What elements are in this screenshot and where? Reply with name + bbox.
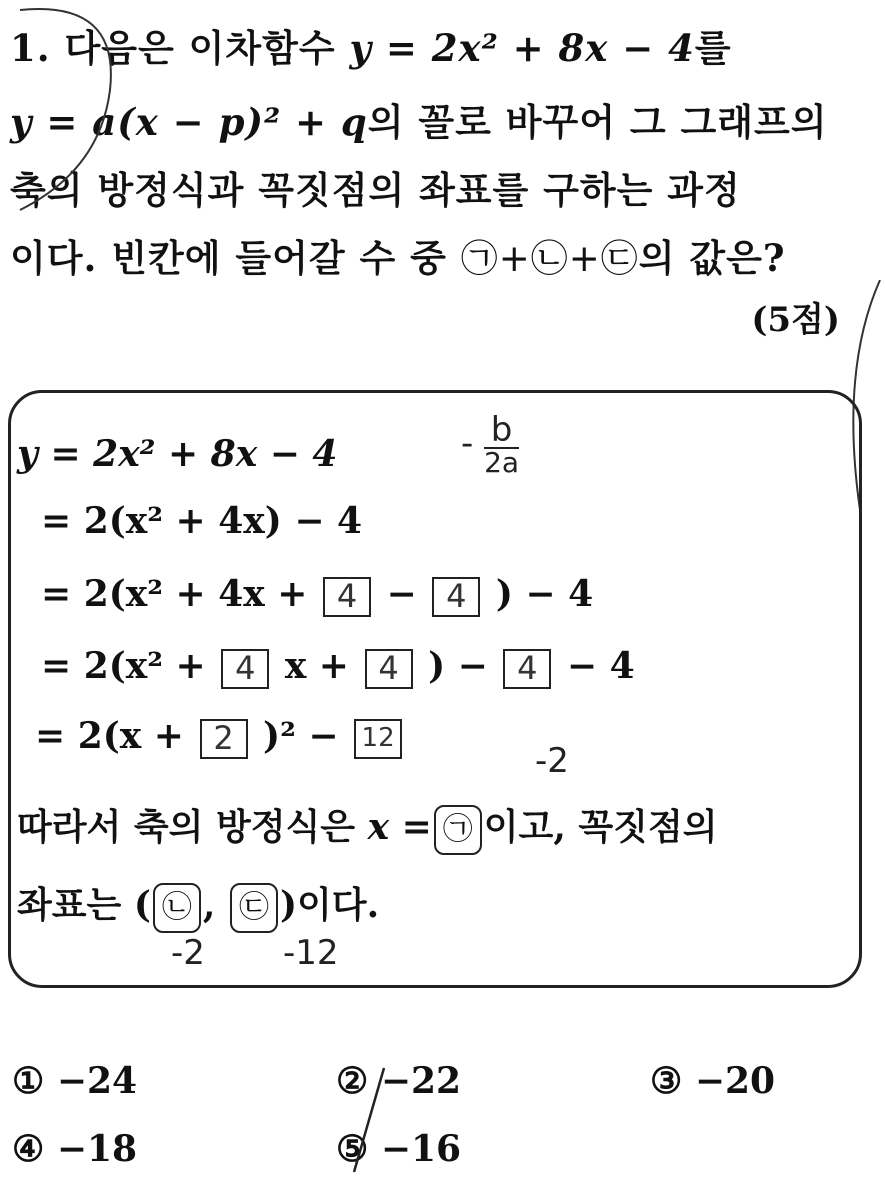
choice-4[interactable]: ④ −18 xyxy=(12,1128,138,1170)
blank-box: 4 xyxy=(221,649,269,689)
vertex-form-expression: y = a(x − p)² + q xyxy=(10,100,368,144)
blank-box: 4 xyxy=(432,577,480,617)
question-number: 1. xyxy=(10,26,51,70)
blank-b-box: ㉡ xyxy=(153,883,201,933)
choice-3[interactable]: ③ −20 xyxy=(650,1060,776,1102)
blank-box: 2 xyxy=(200,719,248,759)
question-line-1: 1. 다음은 이차함수 y = 2x² + 8x − 4를 xyxy=(10,26,732,70)
solution-box xyxy=(8,390,862,988)
pencil-slash-mark xyxy=(336,1060,396,1180)
solution-step-1: y = 2x² + 8x − 4 xyxy=(17,433,338,475)
solution-step-4: = 2(x² + 4 x + 4 ) − 4 − 4 xyxy=(41,645,635,687)
choice-1[interactable]: ① −24 xyxy=(12,1060,138,1102)
conclusion-line-1: 따라서 축의 방정식은 x = ㉠ 이고, 꼭짓점의 xyxy=(17,799,718,855)
solution-step-2: = 2(x² + 4x) − 4 xyxy=(41,500,363,542)
blank-box: 4 xyxy=(323,577,371,617)
question-text: 다음은 이차함수 xyxy=(64,26,336,70)
blank-a-box: ㉠ xyxy=(434,805,482,855)
question-line-2: y = a(x − p)² + q의 꼴로 바꾸어 그 그래프의 xyxy=(10,100,828,144)
note-answer-b: -2 xyxy=(171,933,205,973)
pencil-arc-left xyxy=(0,0,150,240)
blank-box: 4 xyxy=(365,649,413,689)
solution-step-5: = 2(x + 2 )² − 12 xyxy=(35,715,405,759)
note-answer-a: -2 xyxy=(535,741,569,781)
blank-box: 4 xyxy=(503,649,551,689)
function-expression: y = 2x² + 8x − 4 xyxy=(349,26,695,70)
solution-step-3: = 2(x² + 4x + 4 − 4 ) − 4 xyxy=(41,573,594,615)
note-fraction: - b 2a xyxy=(461,410,520,479)
blank-box: 12 xyxy=(354,719,402,759)
score-label: (5점) xyxy=(751,300,840,340)
note-answer-c: -12 xyxy=(283,933,339,973)
question-line-3: 축의 방정식과 꼭짓점의 좌표를 구하는 과정 xyxy=(10,168,741,212)
blank-c-box: ㉢ xyxy=(230,883,278,933)
blank-symbols: ㉠+㉡+㉢ xyxy=(460,237,639,280)
choice-2[interactable]: ② −22 xyxy=(336,1060,462,1102)
choice-5[interactable]: ⑤ −16 xyxy=(336,1128,462,1170)
question-line-4: 이다. 빈칸에 들어갈 수 중 ㉠+㉡+㉢의 값은? xyxy=(10,236,786,280)
conclusion-line-2: 좌표는 ( ㉡ , ㉢ )이다. xyxy=(17,877,379,933)
